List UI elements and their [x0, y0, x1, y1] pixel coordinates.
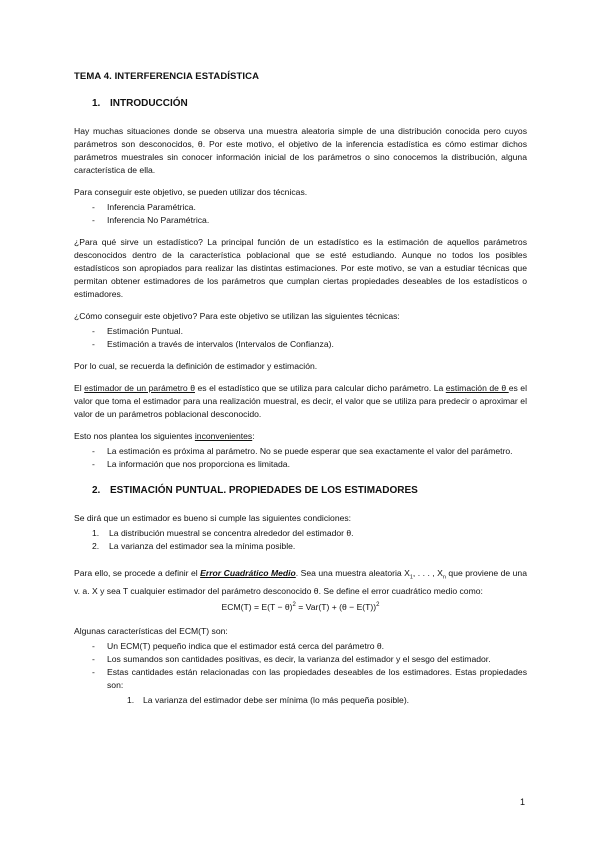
ecm-definition-paragraph: Para ello, se procede a definir el Error Cuadrático Medio. Sea una muestra aleatoria $X_1$, . . . , $X_n$ que proviene de una v. a. X y sea T cualquier estimador del parámetro desconocido θ. Se define el error cuadrático medio como:	[74, 568, 527, 596]
list-item: - La información que nos proporciona es limitada.	[92, 459, 290, 469]
estimation-techniques-list	[74, 325, 527, 351]
drawbacks-term: inconvenientes	[194, 431, 253, 441]
drawbacks-intro: Esto nos plantea los siguientes inconvenientes:	[74, 431, 255, 441]
section-2-title: ESTIMACIÓN PUNTUAL. PROPIEDADES DE LOS ESTIMADORES	[110, 485, 418, 496]
list-item: - Estimación a través de intervalos (Intervalos de Confianza).	[92, 339, 334, 349]
list-item: - Estimación Puntual.	[92, 326, 183, 336]
estimator-term: estimador de un parámetro θ	[84, 383, 195, 393]
list-item: - Inferencia Paramétrica.	[92, 202, 196, 212]
list-item: 1. La varianza del estimador debe ser mínima (lo más pequeña posible).	[127, 694, 410, 705]
list-item: - Inferencia No Paramétrica.	[92, 215, 210, 225]
ecm-formula: $ECM(T) = E(T - \theta)^2 = Var(T) + (\theta - E(T))^2$	[221, 601, 380, 612]
estimation-term: estimación de θ	[445, 383, 509, 393]
document-title: TEMA 4. INTERFERENCIA ESTADÍSTICA	[74, 71, 260, 82]
statistic-purpose-paragraph: ¿Para qué sirve un estadístico? La principal función de un estadístico es la estimación de aquellos parámetros desconocidos dentro de la característica poblacional que se esté estudiando. Aunque no todos los posibles estadísticos son apropiados para realizar las distintas estimaciones. Por este motivo, se van a estudiar técnicas que permitan obtener estimadores de los parámetros que cumplan ciertas propiedades deseables de los estadísticos o estimadores.	[74, 237, 527, 299]
conditions-list	[74, 527, 527, 553]
techniques-list	[74, 201, 527, 227]
ecm-term: Error Cuadrático Medio	[200, 568, 296, 578]
page-content	[74, 70, 527, 716]
ecm-characteristics-intro: Algunas características del ECM(T) son:	[74, 625, 228, 636]
list-item: 1. La distribución muestral se concentra alrededor del estimador θ.	[92, 528, 354, 538]
techniques-intro: Para conseguir este objetivo, se pueden utilizar dos técnicas.	[74, 187, 308, 197]
list-item: - Un ECM(T) pequeño indica que el estimador está cerca del parámetro θ.	[92, 640, 385, 651]
definition-intro: Por lo cual, se recuerda la definición de estimador y estimación.	[74, 361, 318, 371]
properties-list	[107, 694, 527, 707]
page-number: 1	[520, 797, 526, 807]
list-item: 2. La varianza del estimador sea la mínima posible.	[92, 541, 296, 551]
how-to-paragraph: ¿Cómo conseguir este objetivo? Para este objetivo se utilizan las siguientes técnicas:	[74, 311, 400, 321]
estimator-definition-paragraph: El estimador de un parámetro θ es el estadístico que se utiliza para calcular dicho parámetro. La estimación de θ es el valor que toma el estimador para una realización muestral, es decir, el valor que se utiliza para predecir o aproximar el valor de un parámetros poblacional desconocido.	[74, 383, 527, 419]
list-item: - Los sumandos son cantidades positivas, es decir, la varianza del estimador y el sesgo del estimador.	[92, 653, 491, 664]
drawbacks-list	[74, 445, 527, 471]
good-estimator-paragraph: Se dirá que un estimador es bueno si cumple las siguientes condiciones:	[74, 513, 352, 523]
list-item: - Estas cantidades están relacionadas con las propiedades deseables de los estimadores. Estas propiedades son: 1. La varianza del estimador debe ser mínima (lo más pequeña posible).	[92, 666, 527, 705]
section-2-number: 2.	[92, 485, 101, 496]
intro-paragraph: Hay muchas situaciones donde se observa una muestra aleatoria simple de una distribución conocida pero cuyos parámetros son desconocidos, θ. Por este motivo, el objetivo de la inferencia estadística es cómo estimar dichos parámetros muestrales sin conocer información inicial de los parámetros o sino conocemos la distribución, alguna característica de ella.	[74, 126, 527, 175]
section-1-title: INTRODUCCIÓN	[110, 98, 188, 109]
section-2-heading	[92, 484, 527, 497]
ecm-characteristics-list	[74, 640, 527, 707]
section-1-number: 1.	[92, 98, 101, 109]
section-1-heading	[92, 97, 527, 110]
list-item: - La estimación es próxima al parámetro. No se puede esperar que sea exactamente el valor del parámetro.	[92, 446, 513, 456]
